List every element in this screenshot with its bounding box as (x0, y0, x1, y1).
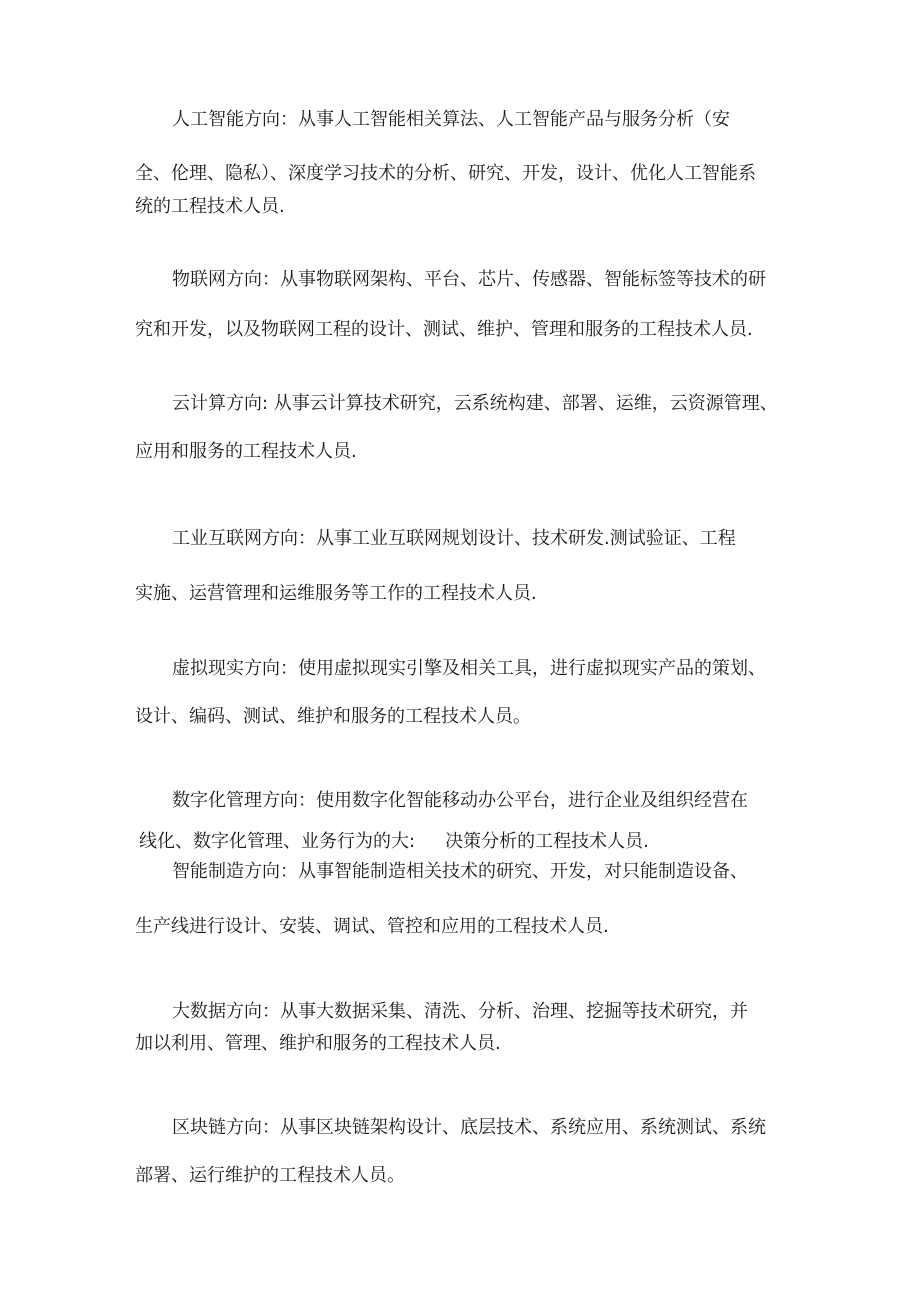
paragraph-blockchain-line-2: 部署、运行维护的工程技术人员。 (135, 1165, 405, 1186)
paragraph-digital-line-2a: 线化、数字化管理、业务行为的大: (139, 831, 416, 852)
paragraph-ai-line-3: 统的工程技术人员. (135, 196, 285, 217)
paragraph-digital-line-1: 数字化管理方向：使用数字化智能移动办公平台，进行企业及组织经营在 (172, 790, 748, 811)
paragraph-vr-line-1: 虚拟现实方向：使用虚拟现实引擎及相关工具，进行虚拟现实产品的策划、 (172, 658, 766, 679)
paragraph-iot-line-1: 物联网方向：从事物联网架构、平台、芯片、传感器、智能标签等技术的研 (172, 269, 766, 290)
paragraph-blockchain-line-1: 区块链方向：从事区块链架构设计、底层技术、系统应用、系统测试、系统 (172, 1117, 766, 1138)
paragraph-cloud-line-1: 云计算方向: 从事云计算技术研究，云系统构建、部署、运维，云资源管理、 (172, 393, 778, 414)
paragraph-digital-line-2b: 决策分析的工程技术人员. (445, 831, 649, 852)
paragraph-manufacturing-line-2: 生产线进行设计、安装、调试、管控和应用的工程技术人员. (135, 916, 609, 937)
paragraph-ai-line-1: 人工智能方向：从事人工智能相关算法、人工智能产品与服务分析（安 (172, 109, 730, 130)
paragraph-cloud-line-2: 应用和服务的工程技术人员. (135, 441, 357, 462)
paragraph-digital-line-2 (139, 830, 649, 854)
paragraph-iiot-line-2: 实施、运营管理和运维服务等工作的工程技术人员. (135, 583, 537, 604)
paragraph-vr-line-2: 设计、编码、测试、维护和服务的工程技术人员。 (135, 706, 531, 727)
paragraph-manufacturing-line-1: 智能制造方向：从事智能制造相关技术的研究、开发，对只能制造设备、 (172, 861, 748, 882)
paragraph-bigdata-line-1: 大数据方向：从事大数据采集、清洗、分析、治理、挖掘等技术研究，并 (172, 1001, 748, 1022)
paragraph-iiot-line-1: 工业互联网方向：从事工业互联网规划设计、技术研发.测试验证、工程 (172, 528, 736, 549)
paragraph-iot-line-2: 究和开发，以及物联网工程的设计、测试、维护、管理和服务的工程技术人员. (135, 319, 753, 340)
paragraph-bigdata-line-2: 加以利用、管理、维护和服务的工程技术人员. (135, 1033, 501, 1054)
paragraph-ai-line-2: 全、伦理、隐私）、深度学习技术的分析、研究、开发，设计、优化人工智能系 (135, 163, 756, 184)
